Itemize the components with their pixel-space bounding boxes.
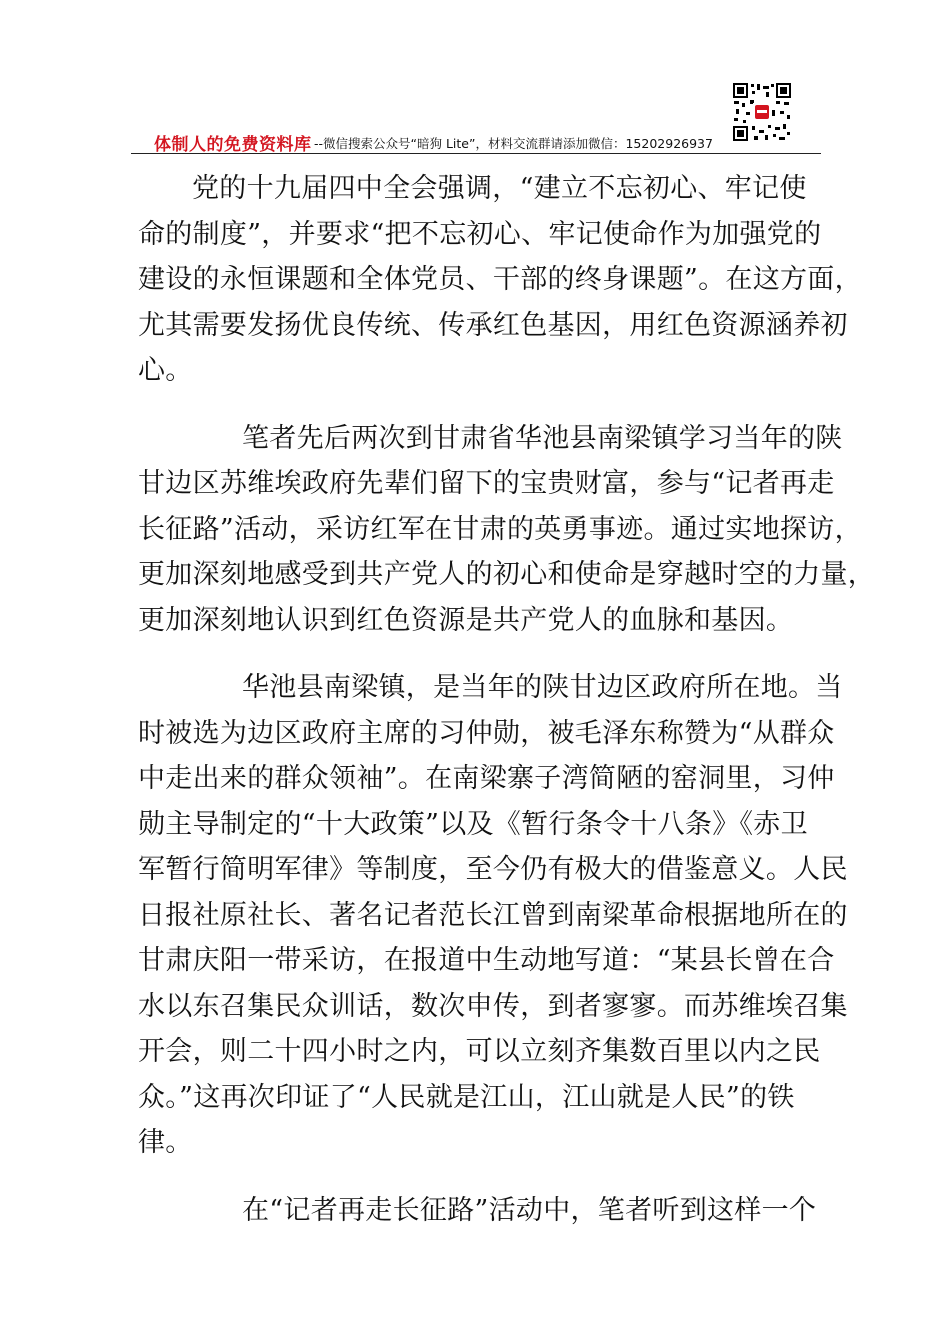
- paragraph-line: 华池县南梁镇，是当年的陕甘边区政府所在地。当: [242, 672, 843, 703]
- paragraph-line: 命的制度”，并要求“把不忘初心、牢记使命作为加强党的: [138, 218, 822, 250]
- paragraph-line: 勋主导制定的“十大政策”以及《暂行条令十八条》《赤卫: [138, 808, 808, 840]
- paragraph-3: [138, 665, 848, 1166]
- paragraph-line: 时被选为边区政府主席的习仲勋，被毛泽东称赞为“从群众: [138, 717, 835, 749]
- paragraph-line: 军暂行简明军律》等制度，至今仍有极大的借鉴意义。人民: [138, 854, 848, 885]
- brand-title: 体制人的免费资料库: [154, 135, 312, 155]
- paragraph-line: 律。: [138, 1127, 193, 1158]
- paragraph-line: 甘肃庆阳一带采访，在报道中生动地写道：“某县长曾在合: [138, 945, 835, 976]
- paragraph-line: 长征路”活动，采访红军在甘肃的英勇事迹。通过实地探访，: [138, 513, 862, 545]
- page-header: [131, 126, 821, 156]
- paragraph-line: 尤其需要发扬优良传统、传承红色基因，用红色资源涵养初: [138, 309, 848, 341]
- document-body: [138, 166, 876, 1233]
- header-subtitle: --微信搜索公众号“暗狗 Lite”，材料交流群请添加微信：15202926937: [314, 136, 713, 151]
- paragraph-line: 水以东召集民众训话，数次申传，到者寥寥。而苏维埃召集: [138, 990, 848, 1022]
- paragraph-line: 开会，则二十四小时之内，可以立刻齐集数百里以内之民: [138, 1036, 821, 1067]
- paragraph-1: [138, 166, 862, 394]
- paragraph-4: [138, 1188, 828, 1234]
- paragraph-line: 中走出来的群众领袖”。在南梁寨子湾简陋的窑洞里，习仲: [138, 763, 835, 794]
- paragraph-line: 甘边区苏维埃政府先辈们留下的宝贵财富，参与“记者再走: [138, 468, 835, 499]
- paragraph-line: 建设的永恒课题和全体党员、干部的终身课题”。在这方面，: [138, 264, 862, 295]
- qr-code-icon: [732, 82, 792, 142]
- paragraph-2: [138, 416, 876, 644]
- paragraph-line: 日报社原社长、著名记者范长江曾到南梁革命根据地所在的: [138, 899, 848, 931]
- paragraph-line: 众。”这再次印证了“人民就是江山，江山就是人民”的铁: [138, 1081, 795, 1113]
- paragraph-line: 心。: [138, 355, 193, 386]
- qr-code-graphic: [732, 82, 792, 142]
- paragraph-line: 更加深刻地认识到红色资源是共产党人的血脉和基因。: [138, 604, 794, 636]
- paragraph-line: 党的十九届四中全会强调，“建立不忘初心、牢记使: [192, 173, 807, 204]
- paragraph-line: 在“记者再走长征路”活动中，笔者听到这样一个: [242, 1194, 817, 1226]
- paragraph-line: 更加深刻地感受到共产党人的初心和使命是穿越时空的力量，: [138, 559, 876, 590]
- paragraph-line: 笔者先后两次到甘肃省华池县南梁镇学习当年的陕: [242, 422, 843, 454]
- header-divider: [131, 153, 821, 154]
